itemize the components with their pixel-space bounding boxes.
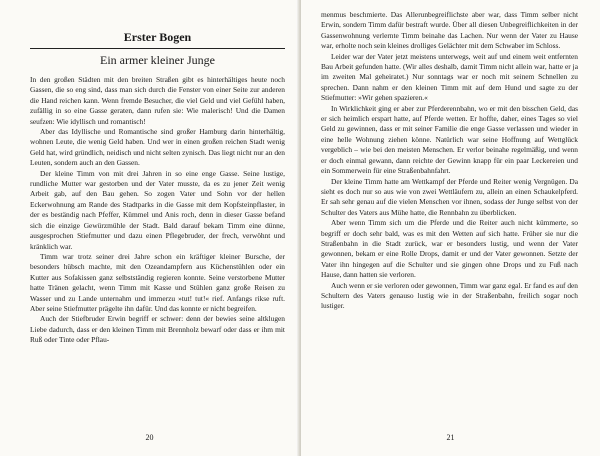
paragraph: Timm war trotz seiner drei Jahre schon ein kräftiger kleiner Bursche, der besonders hübsch machte, mit den Ozeandampfern aus Küchenstühlen oder ein Kutter aus Sofakissen ganz selbstständig regieren konnte. Seine verstorbene Mutter hatte Tränen gelacht, wenn Timm mit Kasse und Stühlen ganz große Reisen zu Wasser und zu Lande unternahm und immerzu »tut! tut!« rief. Anfangs rikse ruft. Aber seine Stiefmutter prägelte ihn dafür. Und das konnte er nicht begreifen.: [30, 251, 285, 313]
paragraph: Der kleine Timm hatte am Wettkampf der Pferde und Reiter wenig Vergnügen. Da sieht es doch nur so aus wie von zwei Wettläufern zu, allein an einen Schaukelpferd. Er sah sehr genau auf die vielen Menschen vor ihnen, sodass der Junge selbst von der Schulter des Vaters aus Mühe hatte, die Rennbahn zu überblicken.: [321, 176, 578, 217]
paragraph: In Wirklichkeit ging er aber zur Pferderennbahn, wo er mit den bisschen Geld, das er sich heimlich erspart hatte, auf Pferde wetten. Er hoffte, daher, eines Tages so viel Geld zu gewinnen, dass er mit seiner Familie die enge Gasse verlassen und wieder in eine helle Wohnung ziehen könne. Natürlich war seine Hoffnung auf Wettglück vergeblich – wie bei den meisten Menschen. Er verlor beinahe regelmäßig, und wenn er doch einmal gewann, dann reichte der Gewinn knapp für ein paar Leckereien und ein Sommerwein für eine Straßenbahnfahrt.: [321, 103, 578, 176]
page-number: 20: [145, 433, 154, 442]
paragraph: In den großen Städten mit den breiten Straßen gibt es hinterhältiges heute noch Gassen, die so eng sind, dass man sich durch die Fenster von einer Seite zur anderen die Hand reichen kann. Wenn fremde Besucher, die viel Geld und viel Gefühl haben, zufällig in so eine Gasse geraten, dann rufen sie: Wie malerisch! Und die Damen seufzen: Wie idyllisch und romantisch!: [30, 75, 285, 126]
paragraph: Auch der Stiefbruder Erwin begriff er schwer: denn der bewies seine altklugen Liebe dadurch, dass er den kleinen Timm mit Brennholz bewarf oder dass er ihm mit Ruß oder Tinte oder Pflau-: [30, 314, 285, 345]
paragraph: Aber das Idyllische und Romantische sind großer Hamburg darin hinterhältig, wohnen Leute, die wenig Geld haben. Und wer in einen großen reichen Stadt wenig Geld hat, wird gründlich, neidisch und nicht selten zynisch. Das liegt nicht nur an den Leuten, sondern auch an den Gassen.: [30, 127, 285, 168]
page-number: 21: [446, 433, 455, 442]
chapter-heading: Erster Bogen: [123, 30, 192, 44]
right-page: [301, 0, 600, 456]
chapter-rule: [30, 48, 285, 49]
paragraph: Der kleine Timm von mit drei Jahren in so eine enge Gasse. Seine lustige, rundliche Mutter war gestorben und der Vater musste, da es zu jener Zeit wenig Arbeit gab, auf den Bau gehen. So zogen Vater und Sohn vor der hellen Eckerwohnung am Rande des Stadtparks in die Gasse mit dem Kopfsteinpflaster, in der es beständig nach Pfeffer, Kümmel und Anis roch, denn in dieser Gasse befand sich die einzige Gewürzmühle der Stadt. Bald darauf bekam Timm eine dünne, ausgesprochen Stiefmutter und dazu einen Pflegebruder, der frech, verwöhnt und kränklich war.: [30, 168, 285, 251]
paragraph: Leider war der Vater jetzt meistens unterwegs, weit auf und einem weit entfernten Bau Arbeit gefunden hatte. (Wir alles deshalb, damit Timm nicht allein war, hatte er ja im zweiten Mal geheiratet.) Nur sonntags war er noch mit seinem Schnellen zu sprechen. Dann nahm er den kleinen Timm mit auf dem Hund und sagte zu der Stiefmutter: »Wir gehen spazieren.«: [321, 51, 578, 103]
chapter-title: Ein armer kleiner Junge: [100, 53, 215, 67]
paragraph: Auch wenn er sie verloren oder gewonnen, Timm war ganz egal. Er fand es auf den Schultern des Vaters genauso lustig wie in der Straßenbahn, freilich sogar noch lustiger.: [321, 280, 578, 311]
left-page: [0, 0, 299, 456]
paragraph: menmus beschmierte. Das Allerunbegreiflichste aber war, dass Timm selber nicht Erwin, sondern Timm dafür bestraft wurde. Über all diesen Unbegreiflichkeiten in der Gassenwohnung verlernte Timm beinahe das Lachen. Nur wenn der Vater zu Hause war, erholte noch sein kleines drolliges Gelächter mit dem Schwaber im Schloss.: [321, 10, 578, 51]
paragraph: Aber wenn Timm sich um die Pferde und die Reiter auch nicht kümmerte, so begriff er doch sehr bald, was es mit den Wetten auf sich hatte. Früher sie nur die Straßenbahn in die Stadt zurück, war er besonders lustig, und wenn der Vater gewonnen, bekam er eine Rolle Drops, damit er und der Vater gewonnen. Setzte der Vater ihn hingegen auf die Schulter und sie gingen ohne Drops und zu Fuß nach Hause, dann hatten sie verloren.: [321, 218, 578, 280]
